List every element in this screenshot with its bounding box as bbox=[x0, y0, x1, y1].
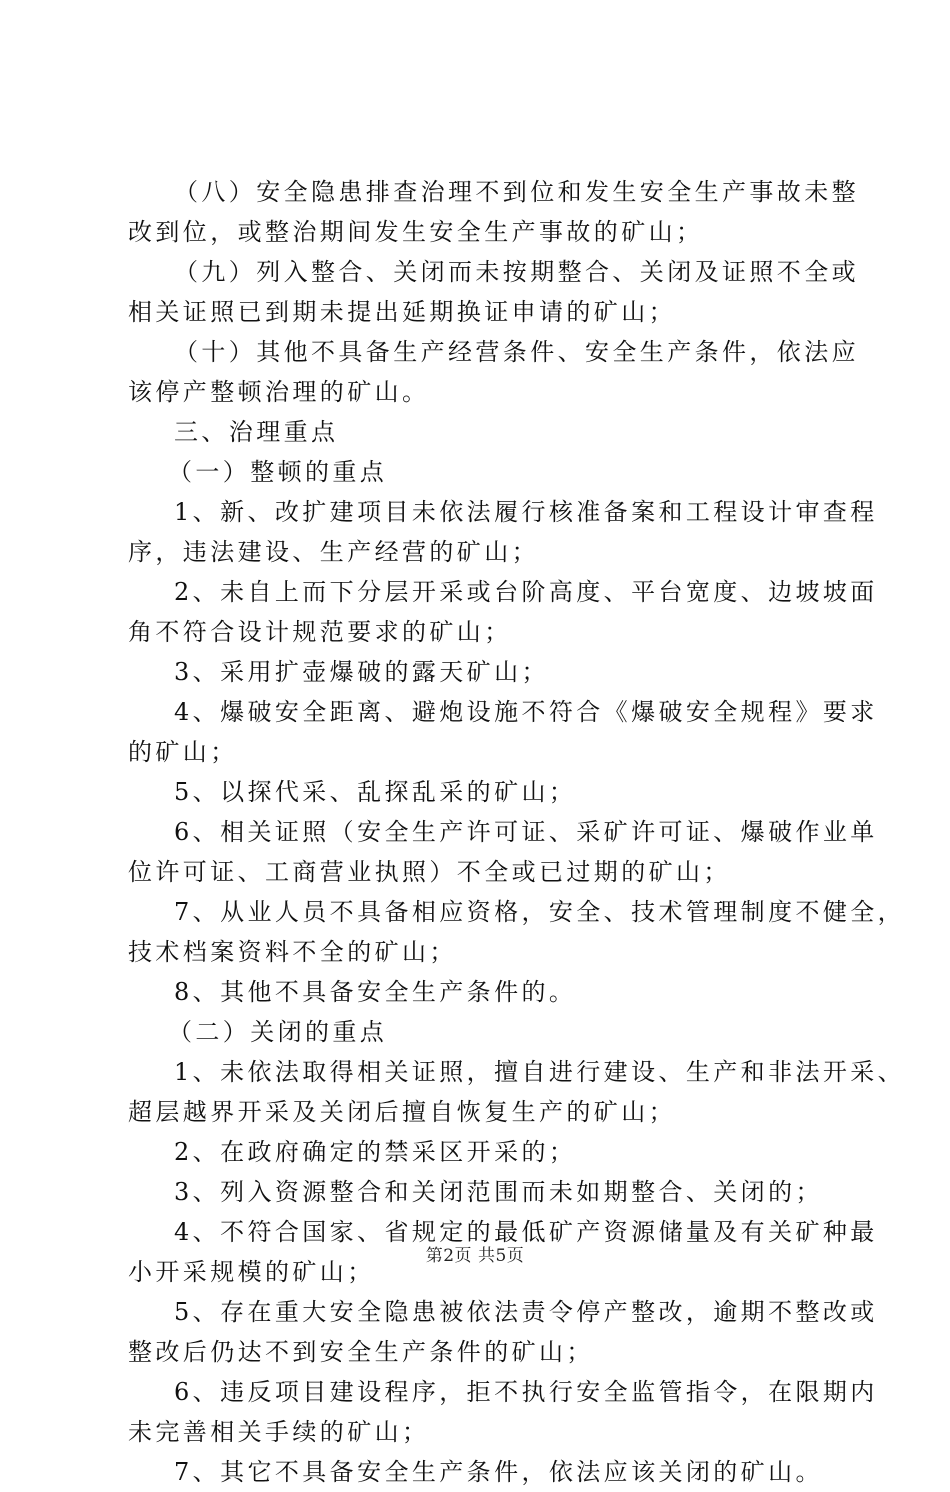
text-line: 3、列入资源整合和关闭范围而未如期整合、关闭的； bbox=[174, 1178, 823, 1206]
text-line: 8、其他不具备安全生产条件的。 bbox=[174, 978, 577, 1006]
text-line: 6、违反项目建设程序，拒不执行安全监管指令，在限期内 bbox=[174, 1378, 878, 1406]
text-line: 7、从业人员不具备相应资格，安全、技术管理制度不健全， bbox=[174, 898, 906, 926]
text-line: 的矿山； bbox=[128, 738, 238, 766]
text-line: 相关证照已到期未提出延期换证申请的矿山； bbox=[128, 298, 676, 326]
text-line: 角不符合设计规范要求的矿山； bbox=[128, 618, 512, 646]
text-line: 三、治理重点 bbox=[174, 418, 339, 446]
text-line: 该停产整顿治理的矿山。 bbox=[128, 378, 430, 406]
document-body bbox=[128, 172, 906, 1492]
text-line: （二）关闭的重点 bbox=[168, 1018, 388, 1046]
text-line: 位许可证、工商营业执照）不全或已过期的矿山； bbox=[128, 858, 731, 886]
text-line: 小开采规模的矿山； bbox=[128, 1258, 375, 1286]
text-line: 6、相关证照（安全生产许可证、采矿许可证、爆破作业单 bbox=[174, 818, 878, 846]
text-line: 技术档案资料不全的矿山； bbox=[128, 938, 457, 966]
text-line: 序，违法建设、生产经营的矿山； bbox=[128, 538, 539, 566]
text-line: 改到位，或整治期间发生安全生产事故的矿山； bbox=[128, 218, 704, 246]
text-line: （十）其他不具备生产经营条件、安全生产条件，依法应 bbox=[174, 338, 859, 366]
text-line: 超层越界开采及关闭后擅自恢复生产的矿山； bbox=[128, 1098, 676, 1126]
text-line: 7、其它不具备安全生产条件，依法应该关闭的矿山。 bbox=[174, 1458, 823, 1486]
text-line: 4、爆破安全距离、避炮设施不符合《爆破安全规程》要求 bbox=[174, 698, 878, 726]
text-line: 整改后仍达不到安全生产条件的矿山； bbox=[128, 1338, 594, 1366]
text-line: 2、在政府确定的禁采区开采的； bbox=[174, 1138, 577, 1166]
text-line: 3、采用扩壶爆破的露天矿山； bbox=[174, 658, 549, 686]
text-line: 1、新、改扩建项目未依法履行核准备案和工程设计审查程 bbox=[174, 498, 878, 526]
text-line: （九）列入整合、关闭而未按期整合、关闭及证照不全或 bbox=[174, 258, 859, 286]
text-line: 4、不符合国家、省规定的最低矿产资源储量及有关矿种最 bbox=[174, 1218, 878, 1246]
text-line: 1、未依法取得相关证照，擅自进行建设、生产和非法开采、 bbox=[174, 1058, 906, 1086]
text-line: 5、以探代采、乱探乱采的矿山； bbox=[174, 778, 577, 806]
page-footer: 第2页 共5页 bbox=[425, 1246, 525, 1266]
text-line: 未完善相关手续的矿山； bbox=[128, 1418, 430, 1446]
text-line: （一）整顿的重点 bbox=[168, 458, 388, 486]
text-line: （八）安全隐患排查治理不到位和发生安全生产事故未整 bbox=[174, 178, 859, 206]
text-line: 5、存在重大安全隐患被依法责令停产整改，逾期不整改或 bbox=[174, 1298, 878, 1326]
text-line: 2、未自上而下分层开采或台阶高度、平台宽度、边坡坡面 bbox=[174, 578, 878, 606]
